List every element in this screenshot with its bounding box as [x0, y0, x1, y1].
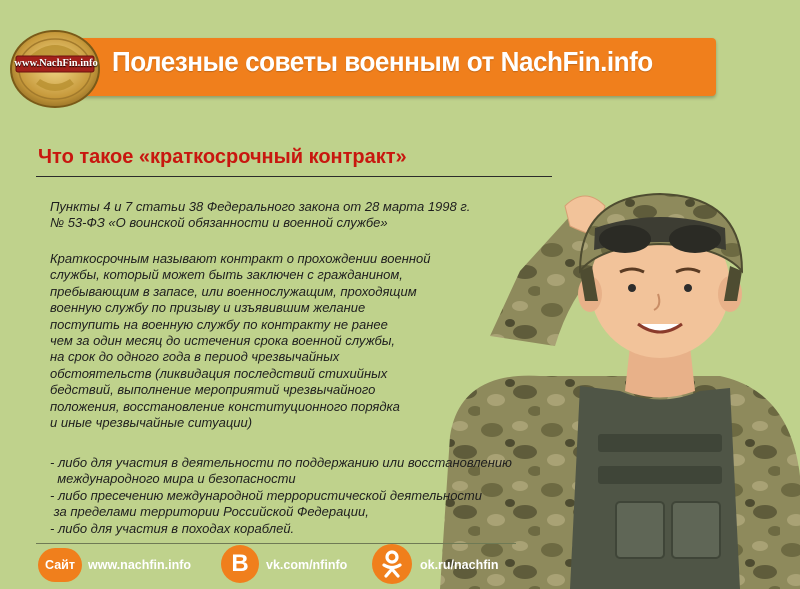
text-line: положения, восстановление конституционного порядка: [50, 398, 400, 414]
page-title: Полезные советы военным от NachFin.info: [112, 46, 653, 77]
text-line: военную службу по призыву и изъявившим желание: [50, 300, 366, 316]
vk-letter: B: [231, 550, 249, 577]
site-label-badge: [38, 548, 82, 582]
list-item: - либо для участия в деятельности по поддержанию или восстановлению: [50, 455, 512, 470]
list-item: - либо пресечению международной террористической деятельности: [50, 487, 482, 503]
conditions-list: [50, 455, 512, 537]
text-line: службы, который может быть заключен с гражданином,: [50, 267, 403, 283]
text-line: на срок до одного года в период чрезвычайных: [50, 349, 340, 365]
list-item: - либо для участия в походах кораблей.: [50, 520, 295, 536]
text-line: чем за один месяц до истечения срока военной службы,: [50, 333, 396, 349]
text-line: поступить на военную службу по контракту не ранее: [50, 316, 388, 332]
vk-icon[interactable]: [221, 545, 259, 583]
footer-divider: [36, 543, 516, 544]
ok-link[interactable]: ok.ru/nachfin: [420, 558, 499, 572]
definition-paragraph: [50, 251, 431, 431]
site-label: Сайт: [45, 558, 75, 572]
vk-link[interactable]: vk.com/nfinfo: [266, 558, 348, 572]
law-reference: [50, 199, 470, 232]
logo-text: www.NachFin.info: [14, 58, 98, 69]
text-line: обстоятельств (ликвидация последствий стихийных: [50, 365, 388, 381]
text-line: бедствий, выполнение мероприятий чрезвычайного: [50, 382, 376, 398]
odnoklassniki-icon[interactable]: [372, 544, 412, 584]
site-link[interactable]: www.nachfin.info: [88, 558, 192, 572]
text-line: Пункты 4 и 7 статьи 38 Федерального закона от 28 марта 1998 г.: [50, 199, 471, 214]
list-item: международного мира и безопасности: [50, 471, 296, 487]
text-line: пребывающим в запасе, или военнослужащим, проходящим: [50, 283, 417, 299]
text-line: Краткосрочным называют контракт о прохождении военной: [50, 251, 431, 266]
text-line: № 53-ФЗ «О воинской обязанности и военной службе»: [50, 215, 388, 231]
list-item: за пределами территории Российской Федерации,: [50, 504, 369, 520]
text-line: и иные чрезвычайные ситуации): [50, 415, 253, 431]
section-title: Что такое «краткосрочный контракт»: [38, 146, 407, 168]
